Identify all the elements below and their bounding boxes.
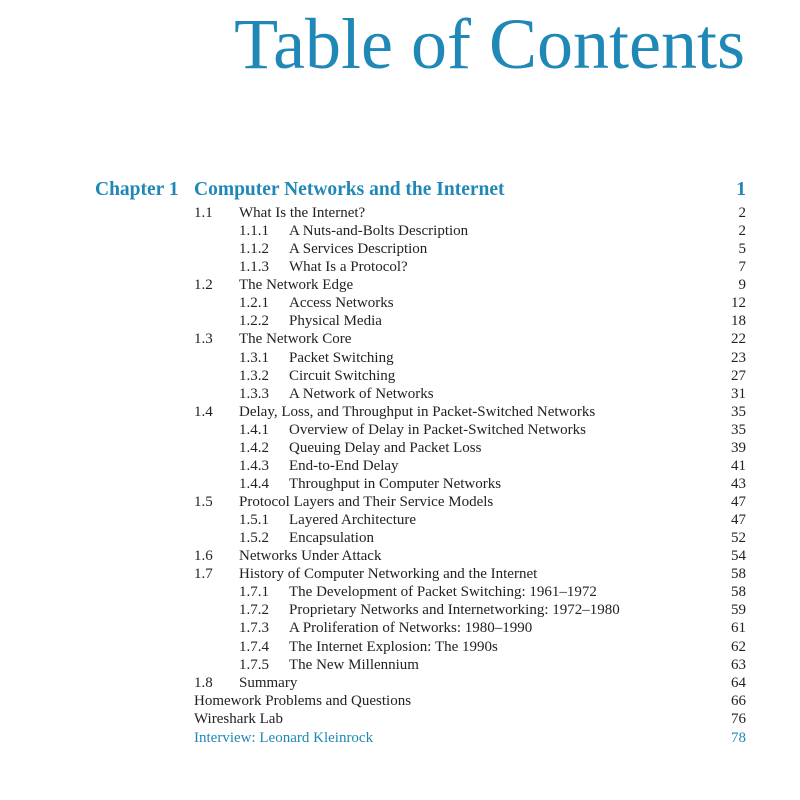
section-title: The Network Edge: [239, 277, 354, 294]
section-title: A Proliferation of Networks: 1980–1990: [289, 620, 533, 637]
toc-backmatter-entry[interactable]: [0, 692, 800, 710]
toc-subentry[interactable]: [0, 385, 800, 403]
section-number: 1.2.2: [239, 313, 269, 330]
section-number: 1.3: [194, 331, 213, 348]
toc-entry[interactable]: [0, 204, 800, 222]
toc-subentry[interactable]: [0, 457, 800, 475]
page-number: 5: [738, 241, 746, 258]
section-title: History of Computer Networking and the Internet: [239, 566, 538, 583]
page-number: 2: [738, 205, 746, 221]
section-title: Encapsulation: [289, 530, 374, 547]
page-number: 9: [738, 277, 746, 294]
section-title: The New Millennium: [289, 656, 419, 673]
section-number: 1.1.3: [239, 259, 269, 276]
chapter-label: Chapter 1: [95, 179, 179, 200]
chapter-page-number: 1: [736, 179, 746, 200]
page-number: 62: [731, 638, 746, 655]
section-title: A Services Description: [289, 241, 428, 258]
section-number: 1.3.1: [239, 349, 269, 366]
section-title: Summary: [239, 674, 298, 691]
section-number: 1.2: [194, 277, 213, 294]
page-number: 78: [731, 730, 746, 747]
page-number: 41: [731, 457, 746, 474]
toc-list: [0, 204, 800, 747]
toc-subentry[interactable]: [0, 529, 800, 547]
section-number: 1.4.1: [239, 421, 269, 438]
section-number: 1.4.2: [239, 439, 269, 456]
page-number: 76: [731, 710, 746, 727]
page-number: 61: [731, 620, 746, 637]
section-number: 1.5: [194, 494, 213, 510]
section-number: 1.7.2: [239, 602, 269, 619]
section-number: 1.7.5: [239, 656, 269, 673]
section-title: Layered Architecture: [289, 512, 417, 529]
page-number: 23: [731, 349, 746, 366]
section-title: What Is a Protocol?: [289, 259, 408, 276]
toc-subentry[interactable]: [0, 258, 800, 276]
section-number: 1.1: [194, 205, 213, 221]
section-title: Access Networks: [289, 295, 394, 312]
page-number: 47: [731, 494, 746, 510]
toc-subentry[interactable]: [0, 421, 800, 439]
toc-subentry[interactable]: [0, 638, 800, 656]
toc-entry[interactable]: [0, 493, 800, 511]
toc-subentry[interactable]: [0, 312, 800, 330]
toc-subentry[interactable]: [0, 222, 800, 240]
section-title: Protocol Layers and Their Service Models: [239, 494, 494, 510]
page-title: Table of Contents: [234, 4, 745, 84]
page-number: 7: [738, 259, 746, 276]
page-number: 58: [731, 584, 746, 601]
toc-subentry[interactable]: [0, 583, 800, 601]
toc-entry[interactable]: [0, 403, 800, 421]
section-title: Physical Media: [289, 313, 382, 330]
page-number: 59: [731, 602, 746, 619]
section-number: 1.7.1: [239, 584, 269, 601]
chapter-heading[interactable]: [0, 179, 800, 201]
page-number: 39: [731, 439, 746, 456]
page-number: 35: [731, 403, 746, 420]
section-title: Delay, Loss, and Throughput in Packet-Switched Networks: [239, 403, 596, 420]
section-number: 1.6: [194, 548, 213, 565]
backmatter-title: Homework Problems and Questions: [194, 692, 412, 709]
section-title: A Network of Networks: [289, 385, 434, 402]
section-number: 1.7.3: [239, 620, 269, 637]
page-number: 2: [738, 223, 746, 240]
section-number: 1.3.3: [239, 385, 269, 402]
section-title: Packet Switching: [289, 349, 394, 366]
section-title: A Nuts-and-Bolts Description: [289, 223, 469, 240]
toc-subentry[interactable]: [0, 475, 800, 493]
toc-subentry[interactable]: [0, 656, 800, 674]
section-title: The Internet Explosion: The 1990s: [289, 638, 498, 655]
section-title: Throughput in Computer Networks: [289, 475, 502, 492]
toc-entry[interactable]: [0, 330, 800, 348]
section-title: Networks Under Attack: [239, 548, 382, 565]
toc-interview-entry[interactable]: [0, 729, 800, 747]
toc-entry[interactable]: [0, 565, 800, 583]
section-number: 1.1.1: [239, 223, 269, 240]
page-number: 43: [731, 475, 746, 492]
chapter-title: Computer Networks and the Internet: [194, 179, 505, 200]
toc-backmatter-entry[interactable]: [0, 710, 800, 728]
toc-subentry[interactable]: [0, 619, 800, 637]
toc-subentry[interactable]: [0, 511, 800, 529]
page-number: 66: [731, 692, 746, 709]
section-number: 1.5.1: [239, 512, 269, 529]
section-title: Queuing Delay and Packet Loss: [289, 439, 482, 456]
section-title: The Development of Packet Switching: 1961–1972: [289, 584, 597, 601]
section-number: 1.7.4: [239, 638, 269, 655]
toc-entry[interactable]: [0, 547, 800, 565]
section-title: The Network Core: [239, 331, 352, 348]
page-number: 52: [731, 530, 746, 547]
backmatter-title: Wireshark Lab: [194, 710, 283, 727]
toc-subentry[interactable]: [0, 439, 800, 457]
page-number: 58: [731, 566, 746, 583]
section-number: 1.4.4: [239, 475, 269, 492]
section-number: 1.2.1: [239, 295, 269, 312]
section-number: 1.7: [194, 566, 213, 583]
section-title: What Is the Internet?: [239, 205, 366, 221]
toc-subentry[interactable]: [0, 349, 800, 367]
page-number: 64: [731, 674, 746, 691]
section-title: Circuit Switching: [289, 367, 396, 384]
page-number: 12: [731, 295, 746, 312]
toc-entry[interactable]: [0, 276, 800, 294]
section-number: 1.3.2: [239, 367, 269, 384]
toc-subentry[interactable]: [0, 601, 800, 619]
toc-subentry[interactable]: [0, 367, 800, 385]
page-number: 35: [731, 421, 746, 438]
section-title: Proprietary Networks and Internetworking: 1972–1980: [289, 602, 620, 619]
page-number: 18: [731, 313, 746, 330]
page-number: 54: [731, 548, 746, 565]
toc-subentry[interactable]: [0, 240, 800, 258]
page-number: 22: [731, 331, 746, 348]
page-number: 27: [731, 367, 746, 384]
section-number: 1.5.2: [239, 530, 269, 547]
section-number: 1.1.2: [239, 241, 269, 258]
section-title: Overview of Delay in Packet-Switched Networks: [289, 421, 586, 438]
section-number: 1.4.3: [239, 457, 269, 474]
section-number: 1.4: [194, 403, 213, 420]
page-number: 47: [731, 512, 746, 529]
page-number: 63: [731, 656, 746, 673]
backmatter-title: Interview: Leonard Kleinrock: [194, 730, 374, 747]
section-number: 1.8: [194, 674, 213, 691]
toc-entry[interactable]: [0, 674, 800, 692]
toc-subentry[interactable]: [0, 294, 800, 312]
page-number: 31: [731, 385, 746, 402]
section-title: End-to-End Delay: [289, 457, 399, 474]
